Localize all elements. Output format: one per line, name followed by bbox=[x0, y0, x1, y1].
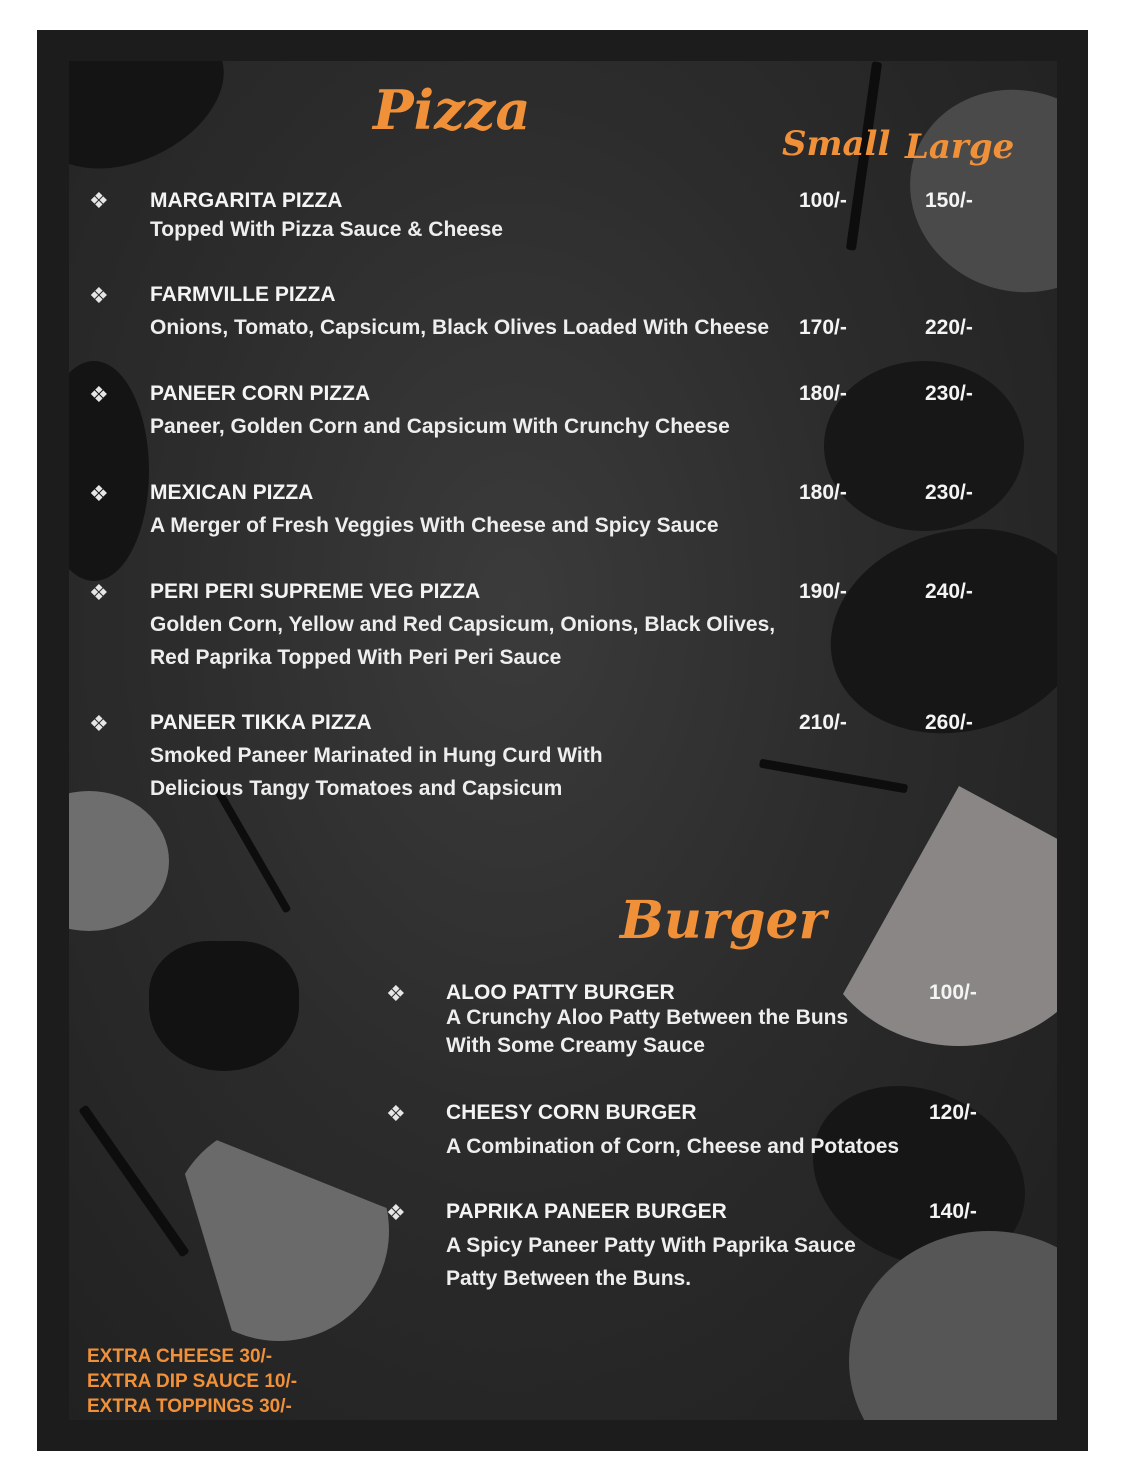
pizza-item-description: Topped With Pizza Sauce & Cheese bbox=[150, 218, 503, 241]
large-column-header: Large bbox=[905, 127, 1015, 167]
decorative-plate bbox=[69, 791, 169, 931]
pizza-small-price: 180/- bbox=[799, 481, 847, 504]
pizza-large-price: 240/- bbox=[925, 580, 973, 603]
pizza-large-price: 260/- bbox=[925, 711, 973, 734]
decorative-fork bbox=[215, 788, 292, 913]
bullet-icon: ❖ bbox=[89, 382, 109, 407]
burger-price: 100/- bbox=[929, 981, 977, 1004]
pizza-item-description: Delicious Tangy Tomatoes and Capsicum bbox=[150, 777, 563, 800]
pizza-item-description: A Merger of Fresh Veggies With Cheese and Spicy Sauce bbox=[150, 514, 719, 537]
burger-item-description: Patty Between the Buns. bbox=[446, 1267, 692, 1290]
pizza-small-price: 210/- bbox=[799, 711, 847, 734]
pizza-item-description: Red Paprika Topped With Peri Peri Sauce bbox=[150, 646, 562, 669]
decorative-plate bbox=[169, 1121, 389, 1341]
decorative-cup bbox=[149, 941, 299, 1071]
pizza-item-name: PANEER TIKKA PIZZA bbox=[150, 711, 372, 734]
decorative-knife bbox=[78, 1104, 189, 1257]
burger-item-description: A Combination of Corn, Cheese and Potatoes bbox=[446, 1135, 900, 1158]
burger-section-title: Burger bbox=[620, 890, 826, 951]
burger-item-name: ALOO PATTY BURGER bbox=[446, 981, 675, 1004]
bullet-icon: ❖ bbox=[89, 283, 109, 308]
burger-price: 140/- bbox=[929, 1200, 977, 1223]
extra-dip-sauce-price: EXTRA DIP SAUCE 10/- bbox=[87, 1371, 298, 1392]
pizza-large-price: 230/- bbox=[925, 481, 973, 504]
pizza-large-price: 230/- bbox=[925, 382, 973, 405]
bullet-icon: ❖ bbox=[386, 981, 406, 1006]
decorative-fork bbox=[759, 759, 908, 794]
pizza-item-description: Onions, Tomato, Capsicum, Black Olives Loaded With Cheese bbox=[150, 316, 770, 339]
pizza-item-name: MEXICAN PIZZA bbox=[150, 481, 314, 504]
bullet-icon: ❖ bbox=[89, 580, 109, 605]
burger-price: 120/- bbox=[929, 1101, 977, 1124]
bullet-icon: ❖ bbox=[386, 1200, 406, 1225]
small-column-header: Small bbox=[782, 124, 891, 164]
decorative-bowl bbox=[824, 361, 1024, 531]
pizza-item-name: PANEER CORN PIZZA bbox=[150, 382, 371, 405]
pizza-item-description: Paneer, Golden Corn and Capsicum With Crunchy Cheese bbox=[150, 415, 730, 438]
pizza-small-price: 190/- bbox=[799, 580, 847, 603]
burger-item-description: With Some Creamy Sauce bbox=[446, 1034, 705, 1057]
burger-item-description: A Spicy Paneer Patty With Paprika Sauce bbox=[446, 1234, 856, 1257]
pizza-item-description: Smoked Paneer Marinated in Hung Curd With bbox=[150, 744, 603, 767]
pizza-item-name: MARGARITA PIZZA bbox=[150, 189, 343, 212]
bullet-icon: ❖ bbox=[89, 481, 109, 506]
pizza-item-description: Golden Corn, Yellow and Red Capsicum, Onions, Black Olives, bbox=[150, 613, 776, 636]
bullet-icon: ❖ bbox=[89, 188, 109, 213]
pizza-small-price: 180/- bbox=[799, 382, 847, 405]
burger-item-name: CHEESY CORN BURGER bbox=[446, 1101, 697, 1124]
bullet-icon: ❖ bbox=[89, 711, 109, 736]
decorative-plate bbox=[69, 361, 149, 581]
extra-cheese-price: EXTRA CHEESE 30/- bbox=[87, 1346, 273, 1367]
burger-item-description: A Crunchy Aloo Patty Between the Buns bbox=[446, 1006, 849, 1029]
extra-toppings-price: EXTRA TOPPINGS 30/- bbox=[87, 1396, 292, 1417]
pizza-section-title: Pizza bbox=[373, 78, 531, 142]
pizza-small-price: 100/- bbox=[799, 189, 847, 212]
pizza-large-price: 220/- bbox=[925, 316, 973, 339]
pizza-small-price: 170/- bbox=[799, 316, 847, 339]
bullet-icon: ❖ bbox=[386, 1101, 406, 1126]
burger-item-name: PAPRIKA PANEER BURGER bbox=[446, 1200, 727, 1223]
pizza-item-name: PERI PERI SUPREME VEG PIZZA bbox=[150, 580, 481, 603]
pizza-item-name: FARMVILLE PIZZA bbox=[150, 283, 336, 306]
decorative-plate bbox=[69, 61, 247, 197]
decorative-plate bbox=[849, 1231, 1057, 1420]
pizza-large-price: 150/- bbox=[925, 189, 973, 212]
decorative-plate bbox=[814, 786, 1057, 1046]
